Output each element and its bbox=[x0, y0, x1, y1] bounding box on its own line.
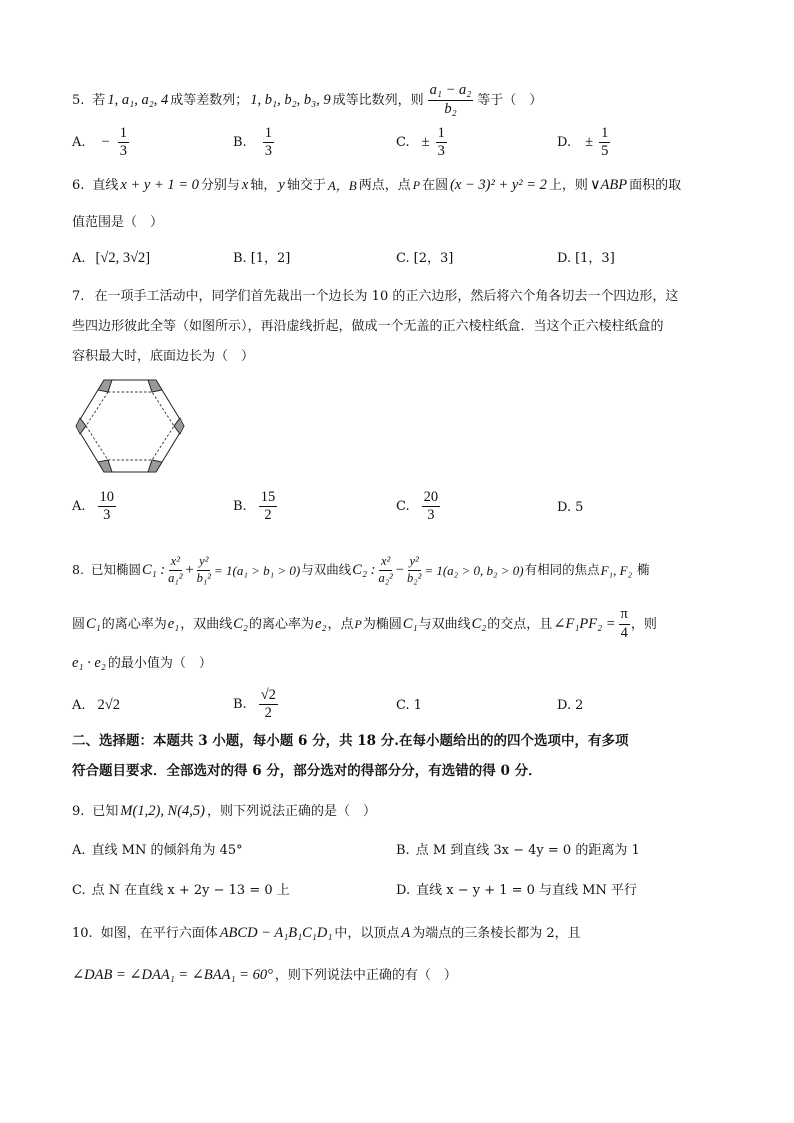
q6-var: y bbox=[278, 177, 285, 193]
q6-stem-line1 bbox=[72, 178, 681, 193]
q8-option-a[interactable] bbox=[72, 698, 120, 713]
numerator: 15 bbox=[259, 490, 278, 507]
q7-stem-line1 bbox=[72, 290, 678, 303]
denominator: a₁² bbox=[168, 570, 183, 585]
q10-text: 如图，在平行六面体 bbox=[100, 925, 218, 941]
q8-text: ，则 bbox=[630, 616, 657, 632]
q8-stem-line1 bbox=[72, 548, 650, 592]
q10-solid: ABCD − A₁B₁C₁D₁ bbox=[219, 925, 333, 941]
q6-text: 直线 bbox=[92, 177, 119, 193]
q8-text: 为椭圆 bbox=[362, 616, 402, 632]
q6-var: x bbox=[241, 177, 249, 193]
option-fraction bbox=[599, 126, 610, 159]
numerator: 1 bbox=[263, 126, 274, 143]
q7-option-a[interactable] bbox=[72, 490, 116, 523]
q10-angles: ∠DAB = ∠DAA₁ = ∠BAA₁ = 60° bbox=[72, 967, 273, 983]
denominator: 5 bbox=[601, 143, 609, 160]
q6-option-b[interactable] bbox=[233, 252, 290, 265]
q6-points: A，B bbox=[327, 177, 357, 193]
q8-hyperbola-x-term bbox=[376, 555, 394, 584]
numerator: y² bbox=[197, 555, 210, 570]
option-letter: A. bbox=[72, 499, 86, 515]
option-fraction bbox=[98, 490, 117, 523]
q7-option-c[interactable] bbox=[396, 490, 440, 523]
q8-hyperbola-name: C₂ : bbox=[352, 561, 376, 578]
denominator: 3 bbox=[103, 507, 111, 524]
q8-text: 与双曲线 bbox=[418, 616, 471, 632]
hexagon-figure bbox=[70, 378, 190, 474]
q6-option-c[interactable] bbox=[396, 252, 453, 265]
q8-option-c[interactable] bbox=[396, 699, 422, 712]
denominator: 3 bbox=[119, 143, 127, 160]
q6-circle-equation: (x − 3)² + y² = 2 bbox=[450, 177, 547, 193]
option-letter: B. bbox=[233, 135, 247, 151]
q8-text: ，点 bbox=[327, 616, 354, 632]
option-text: 直线 MN 的倾斜角为 45° bbox=[91, 843, 243, 858]
q6-text: 在圆 bbox=[422, 177, 449, 193]
q8-text: 的交点，且 bbox=[487, 616, 553, 632]
option-sign: ± bbox=[585, 134, 594, 151]
q8-option-b[interactable] bbox=[233, 688, 278, 721]
q5-option-a[interactable] bbox=[72, 126, 129, 159]
numerator: 1 bbox=[599, 126, 610, 143]
q8-hyperbola-y-term bbox=[405, 555, 423, 584]
numerator: π bbox=[619, 607, 630, 624]
q5-option-c[interactable] bbox=[396, 126, 447, 159]
option-fraction bbox=[422, 490, 441, 523]
q7-option-b[interactable] bbox=[233, 490, 277, 523]
option-letter: D. bbox=[396, 883, 411, 898]
denominator: 2 bbox=[264, 705, 272, 722]
numerator: 20 bbox=[422, 490, 441, 507]
q7-stem-line2: 些四边形彼此全等（如图所示），再沿虚线折起，做成一个无盖的正六棱柱纸盒．当这个正六棱柱纸盒的 bbox=[72, 319, 664, 334]
q6-triangle: ∨ABP bbox=[589, 177, 628, 193]
q8-ellipse-condition: = 1(a₁ > b₁ > 0) bbox=[214, 562, 301, 578]
numerator: x² bbox=[379, 555, 392, 570]
q8-angle-fraction bbox=[619, 607, 630, 640]
q6-text: 两点，点 bbox=[358, 177, 411, 193]
q8-text: 的最小值为（ ） bbox=[107, 655, 212, 671]
q8-text: 已知椭圆 bbox=[90, 561, 141, 577]
q8-expression: e₁ · e₂ bbox=[72, 655, 106, 671]
q5-text: 若 bbox=[92, 92, 106, 108]
q7-text: 在一项手工活动中，同学们首先裁出一个边长为 10 的正六边形，然后将六个角各切去一个四边形，这 bbox=[94, 289, 679, 304]
option-fraction bbox=[436, 126, 447, 159]
q8-var: C₁ bbox=[402, 615, 418, 632]
section-2-heading-line2: 符合题目要求．全部选对的得 6 分，部分选对的得部分分，有选错的得 0 分． bbox=[72, 763, 542, 779]
q8-angle: ∠F₁PF₂ = bbox=[553, 615, 616, 632]
plus-sign: + bbox=[185, 561, 194, 578]
option-fraction bbox=[118, 126, 129, 159]
q5-sequence-2: 1, b₁, b₂, b₃, 9 bbox=[250, 91, 331, 108]
option-text: [1，3] bbox=[575, 251, 615, 266]
q5-fraction bbox=[428, 83, 474, 116]
option-letter: C. bbox=[396, 698, 410, 713]
q8-var: C₁ bbox=[86, 615, 101, 632]
option-text: 点 M 到直线 3x − 4y = 0 的距离为 1 bbox=[415, 843, 640, 858]
section-2-heading-line1: 二、选择题：本题共 3 小题，每小题 6 分，共 18 分.在每小题给出的的四个选项中，有多项 bbox=[72, 733, 629, 749]
q8-ellipse-x-term bbox=[166, 555, 184, 584]
option-letter: D. bbox=[557, 698, 572, 713]
denominator: a₂² bbox=[378, 570, 393, 585]
numerator: x² bbox=[169, 555, 182, 570]
option-letter: D. bbox=[557, 251, 572, 266]
q8-var: e₂ bbox=[314, 615, 327, 632]
option-letter: B. bbox=[396, 843, 410, 858]
option-sign: − bbox=[101, 134, 110, 151]
q8-hyperbola-condition: = 1(a₂ > 0, b₂ > 0) bbox=[424, 562, 524, 578]
q10-number: 10. bbox=[72, 925, 93, 941]
denominator: b₁² bbox=[196, 570, 211, 585]
q6-text: 分别与 bbox=[200, 177, 240, 193]
q8-ellipse-y-term bbox=[195, 555, 213, 584]
option-letter: C. bbox=[396, 251, 410, 266]
minus-sign: − bbox=[395, 561, 404, 578]
denominator: 3 bbox=[437, 143, 445, 160]
option-text: 2√2 bbox=[97, 697, 120, 713]
numerator: 1 bbox=[118, 126, 129, 143]
q6-line-equation: x + y + 1 = 0 bbox=[120, 177, 199, 193]
q8-stem-line3 bbox=[72, 656, 212, 671]
q9-option-d[interactable] bbox=[396, 884, 637, 897]
option-text: 5 bbox=[575, 500, 584, 515]
q8-number: 8. bbox=[72, 561, 84, 577]
q8-var: P bbox=[354, 617, 362, 631]
q5-sequence-1: 1, a₁, a₂, 4 bbox=[107, 91, 169, 108]
q8-var: e₁ bbox=[167, 615, 180, 632]
q9-option-b[interactable] bbox=[396, 844, 640, 857]
q5-text: 成等差数列； bbox=[170, 92, 249, 108]
q8-var: C₂ bbox=[233, 615, 248, 632]
q6-var: P bbox=[412, 178, 421, 193]
q8-text: 的离心率为 bbox=[248, 616, 314, 632]
q6-option-d[interactable] bbox=[557, 252, 615, 265]
option-letter: A. bbox=[72, 135, 86, 151]
option-letter: B. bbox=[233, 499, 247, 515]
option-text: [2，3] bbox=[413, 251, 454, 266]
option-text: 点 N 在直线 x + 2y − 13 = 0 上 bbox=[91, 883, 290, 898]
option-letter: D. bbox=[557, 135, 572, 151]
q9-option-a[interactable] bbox=[72, 844, 243, 857]
q6-option-a[interactable] bbox=[72, 251, 150, 266]
option-sign: ± bbox=[421, 134, 430, 151]
q6-text: 面积的取 bbox=[629, 177, 682, 193]
q9-text: 已知 bbox=[92, 803, 119, 819]
numerator: 10 bbox=[98, 490, 117, 507]
q5-stem bbox=[72, 80, 542, 120]
option-letter: B. bbox=[233, 697, 247, 713]
q7-stem-line3: 容积最大时，底面边长为（ ） bbox=[72, 349, 255, 364]
option-fraction bbox=[259, 490, 278, 523]
denominator: 3 bbox=[264, 143, 272, 160]
q8-text: 椭 bbox=[637, 561, 650, 577]
option-letter: B. bbox=[233, 251, 247, 266]
denominator: b₂² bbox=[406, 570, 422, 585]
option-text: [√2, 3√2] bbox=[95, 250, 151, 266]
q6-number: 6. bbox=[72, 177, 85, 193]
q8-text: 圆 bbox=[72, 616, 86, 632]
q5-text: 成等比数列，则 bbox=[332, 92, 424, 108]
q5-text: 等于（ ） bbox=[477, 92, 543, 108]
option-text: 2 bbox=[575, 698, 584, 713]
numerator: y² bbox=[408, 555, 421, 570]
q8-option-d[interactable] bbox=[557, 699, 583, 712]
option-fraction bbox=[263, 126, 274, 159]
q10-stem-line1 bbox=[72, 926, 581, 941]
option-letter: A. bbox=[72, 843, 86, 858]
option-letter: C. bbox=[396, 499, 410, 515]
q7-option-d[interactable] bbox=[557, 501, 583, 514]
option-letter: C. bbox=[396, 135, 410, 151]
q10-text: 中，以顶点 bbox=[334, 925, 400, 941]
q10-var: A bbox=[401, 925, 411, 941]
option-letter: A. bbox=[72, 250, 86, 266]
q5-option-d[interactable] bbox=[557, 126, 610, 159]
option-letter: A. bbox=[72, 697, 86, 713]
option-fraction bbox=[259, 688, 278, 721]
option-text: [1，2] bbox=[250, 251, 291, 266]
q9-points: M(1,2), N(4,5) bbox=[120, 803, 205, 819]
q8-text: ，双曲线 bbox=[180, 616, 233, 632]
q9-stem bbox=[72, 804, 376, 819]
q5-fraction-denominator: b₂ bbox=[444, 100, 457, 117]
option-letter: C. bbox=[72, 883, 86, 898]
q9-option-c[interactable] bbox=[72, 884, 290, 897]
q5-fraction-numerator: a₁ − a₂ bbox=[428, 83, 474, 100]
denominator: 3 bbox=[427, 507, 435, 524]
option-letter: D. bbox=[557, 500, 572, 515]
q6-text: 轴交于 bbox=[286, 177, 326, 193]
q10-text: ，则下列说法中正确的有（ ） bbox=[274, 967, 457, 983]
q6-text: 轴， bbox=[250, 177, 277, 193]
numerator: √2 bbox=[259, 688, 278, 705]
q7-number: 7. bbox=[72, 289, 85, 304]
q8-stem-line2 bbox=[72, 604, 657, 644]
q9-text: ，则下列说法正确的是（ ） bbox=[207, 803, 377, 819]
q10-text: 为端点的三条棱长都为 2，且 bbox=[412, 925, 581, 941]
q8-ellipse-name: C₁ : bbox=[141, 561, 166, 578]
q6-stem-line2: 值范围是（ ） bbox=[72, 215, 164, 230]
q5-number: 5. bbox=[72, 92, 85, 108]
q8-text: 有相同的焦点 bbox=[524, 561, 600, 577]
option-text: 1 bbox=[413, 698, 422, 713]
q5-option-b[interactable] bbox=[233, 126, 274, 159]
q10-stem-line2 bbox=[72, 968, 457, 983]
q8-foci: F₁, F₂ bbox=[600, 562, 633, 578]
denominator: 4 bbox=[620, 624, 628, 641]
q8-text: 的离心率为 bbox=[101, 616, 167, 632]
denominator: 2 bbox=[264, 507, 272, 524]
numerator: 1 bbox=[436, 126, 447, 143]
option-text: 直线 x − y + 1 = 0 与直线 MN 平行 bbox=[416, 883, 637, 898]
q8-var: C₂ bbox=[471, 615, 487, 632]
q9-number: 9. bbox=[72, 803, 85, 819]
q8-text: 与双曲线 bbox=[301, 561, 352, 577]
q6-text: 上，则 bbox=[548, 177, 588, 193]
